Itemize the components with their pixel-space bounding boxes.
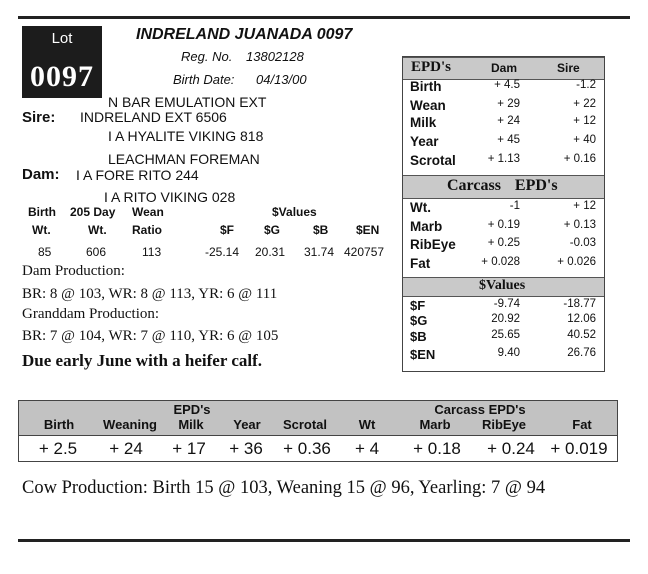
carcass-row-label: Marb [410,219,443,234]
epd-row-label: Milk [410,115,437,130]
perf-205-header: 205 Day [70,205,116,219]
perf-g: 20.31 [255,245,286,259]
epd-summary-table [18,400,618,462]
values-row-dam: 25.65 [491,329,520,341]
values-row-label: $G [410,313,428,328]
epd-row-year [403,134,604,153]
perf-en: 420757 [344,245,385,259]
values-row-sire: -18.77 [563,298,596,310]
carcass-header [403,175,604,199]
epd-panel-sire-col: Sire [557,61,580,75]
col-wt: Wt [358,417,376,432]
epd-row-milk [403,115,604,134]
top-rule [18,16,630,19]
lot-number: 0097 [30,60,94,93]
dam-production-line: BR: 8 @ 103, WR: 8 @ 113, YR: 6 @ 111 [22,286,278,302]
perf-205-wt: 606 [86,245,107,259]
carcass-header-label: Carcass EPD's [447,177,558,194]
epd-row-sire: + 40 [573,134,596,146]
due-note: Due early June with a heifer calf. [22,351,263,370]
epd-panel-header-label: EPD's [411,59,452,75]
values-row-label: $F [410,298,426,313]
col-marb: Marb [419,417,451,432]
epd-row-dam: + 4.5 [494,79,520,91]
lot-label: Lot [51,30,73,47]
values-row-f [403,298,604,314]
epd-row-dam: + 29 [497,98,520,110]
perf-f-header: $F [220,223,235,237]
epd-row-scrotal [403,153,604,172]
animal-name: INDRELAND JUANADA 0097 [136,26,353,43]
reg-number: 13802128 [246,49,304,64]
epd-row-label: Year [410,134,439,149]
col-weaning: Weaning [103,417,157,432]
perf-en-header: $EN [356,223,380,237]
epd-row-label: Birth [410,79,442,94]
carcass-row-dam: + 0.028 [481,256,520,268]
dam-sire: LEACHMAN FOREMAN [108,151,260,167]
dam-label: Dam: [22,166,60,183]
carcass-row-dam: -1 [509,200,520,212]
cow-production: Cow Production: Birth 15 @ 103, Weaning 15 @ 96, Yearling: 7 @ 94 [22,478,546,498]
perf-g-header: $G [264,223,281,237]
epd-row-sire: + 22 [573,98,596,110]
values-row-sire: 26.76 [567,347,596,359]
val-weaning: + 24 [109,439,143,458]
lot-box [22,26,102,98]
values-row-label: $EN [410,347,436,362]
col-fat: Fat [572,417,592,432]
perf-wean-header: Wean [132,205,164,219]
epd-row-sire: + 12 [573,115,596,127]
epd-row-dam: + 24 [497,115,520,127]
reg-label: Reg. No. [181,49,233,64]
carcass-row-sire: + 0.026 [557,256,596,268]
values-header [403,277,604,297]
values-row-dam: 9.40 [497,347,520,359]
carcass-row-wt [403,200,604,219]
col-milk: Milk [178,417,204,432]
col-scrotal: Scrotal [282,417,328,432]
perf-ratio-header: Ratio [132,223,162,237]
epd-row-dam: + 1.13 [487,153,520,165]
perf-ratio: 113 [142,245,162,259]
carcass-row-dam: + 0.19 [487,219,520,231]
values-row-sire: 12.06 [567,313,596,325]
epd-row-label: Scrotal [410,153,456,168]
carcass-group-label: Carcass EPD's [434,402,526,417]
perf-birth-wt-header: Wt. [32,223,51,237]
col-birth: Birth [43,417,75,432]
val-milk: + 17 [172,439,206,458]
val-scrotal: + 0.36 [283,439,331,458]
perf-birth-header: Birth [28,205,56,219]
values-row-b [403,329,604,345]
carcass-row-label: Fat [410,256,431,271]
values-header-label: $Values [479,278,526,293]
values-row-dam: 20.92 [491,313,520,325]
epd-row-sire: -1.2 [576,79,596,91]
dam-production-label: Dam Production: [22,263,125,279]
col-ribeye: RibEye [481,417,527,432]
epd-summary-header [19,401,617,436]
epd-group-label: EPD's [173,402,211,417]
bottom-rule [18,539,630,542]
epd-row-sire: + 0.16 [563,153,596,165]
values-row-dam: -9.74 [493,298,520,310]
val-wt: + 4 [354,439,380,458]
epd-row-dam: + 45 [497,134,520,146]
granddam-production-label: Granddam Production: [22,306,160,322]
sire-name: INDRELAND EXT 6506 [80,109,227,125]
perf-values-header: $Values [272,205,317,219]
carcass-row-label: RibEye [410,237,456,252]
epd-row-birth [403,79,604,98]
perf-f: -25.14 [205,245,240,259]
dam-dam: I A RITO VIKING 028 [104,189,236,205]
carcass-row-sire: + 12 [573,200,596,212]
col-year: Year [233,417,261,432]
val-birth: + 2.5 [38,439,78,458]
carcass-row-marb [403,219,604,238]
carcass-row-label: Wt. [410,200,431,215]
perf-205-wt-header: Wt. [88,223,107,237]
val-ribeye: + 0.24 [487,439,535,458]
carcass-row-sire: + 0.13 [563,219,596,231]
val-year: + 36 [229,439,263,458]
val-marb: + 0.18 [413,439,461,458]
values-row-label: $B [410,329,427,344]
values-row-en [403,347,604,363]
carcass-row-ribeye [403,237,604,256]
perf-birth-wt: 85 [38,245,52,259]
perf-b-header: $B [313,223,329,237]
birth-date-label: Birth Date: [173,72,235,87]
carcass-row-sire: -0.03 [569,237,596,249]
birth-date: 04/13/00 [256,72,307,87]
carcass-row-dam: + 0.25 [487,237,520,249]
dam-name: I A FORE RITO 244 [76,167,199,183]
granddam-production-line: BR: 7 @ 104, WR: 7 @ 110, YR: 6 @ 105 [22,328,279,344]
perf-b: 31.74 [304,245,335,259]
epd-panel-dam-col: Dam [491,61,518,75]
sire-label: Sire: [22,109,56,126]
epd-panel-header [403,57,604,80]
values-row-g [403,313,604,329]
carcass-row-fat [403,256,604,275]
epd-panel [402,56,605,372]
val-fat: + 0.019 [550,439,608,458]
sire-dam: I A HYALITE VIKING 818 [108,128,264,144]
values-row-sire: 40.52 [567,329,596,341]
sire-sire: N BAR EMULATION EXT [108,94,267,110]
epd-row-label: Wean [410,98,446,113]
